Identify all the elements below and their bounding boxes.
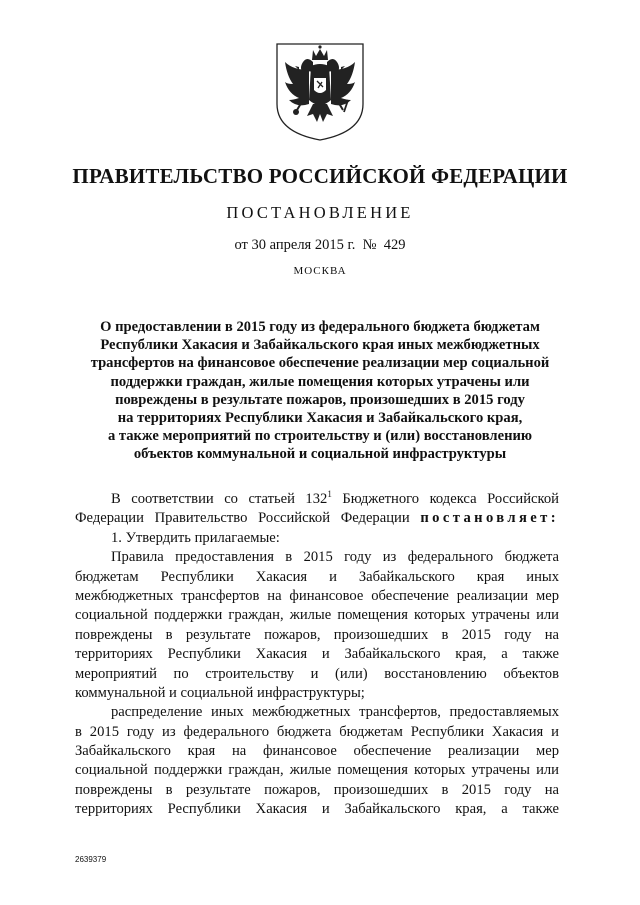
para2-line: коммунальной и социальной инфраструктуры; xyxy=(75,684,365,701)
para3-line: распределение иных межбюджетных трансфертов, предоставляемых xyxy=(111,704,559,721)
paragraph-1-line-1: В соответствии со статьей $132^1$ Бюджетного кодекса Российской xyxy=(111,489,559,507)
superscript: 1 xyxy=(327,489,332,499)
para2-line: территориях Республики Хакасия и Забайкальского края, а также xyxy=(75,646,559,663)
heading-line: О предоставлении в 2015 году из федерального бюджета бюджетам xyxy=(100,319,540,335)
heading-line: а также мероприятий по строительству и (или) восстановлению xyxy=(107,428,533,445)
para3-line: повреждены в результате пожаров, произошедших в 2015 году на xyxy=(75,781,559,798)
para2-line: социальной поддержки граждан, жилые помещения которых утрачены или xyxy=(75,607,559,624)
document-type: ПОСТАНОВЛЕНИЕ xyxy=(226,203,414,222)
heading-line: Республики Хакасия и Забайкальского края иных межбюджетных xyxy=(100,337,540,354)
paragraph-1-line-2: Федерации Правительство Российской Федерации постановляет: xyxy=(75,510,559,527)
heading-line: на территориях Республики Хакасия и Забайкальского края, xyxy=(117,410,523,427)
para2-line: бюджетам Республики Хакасия и Забайкальского края иных xyxy=(75,568,559,585)
para2-line: Правила предоставления в 2015 году из федерального бюджета xyxy=(111,549,559,566)
keyword-postanovlyaet: постановляет: xyxy=(420,510,559,527)
document-heading xyxy=(70,318,570,464)
para3-line: социальной поддержки граждан, жилые помещения которых утрачены или xyxy=(75,762,559,779)
document-body xyxy=(75,490,559,820)
heading-line: поддержки граждан, жилые помещения которых утрачены или xyxy=(110,373,530,390)
para2-line: мероприятий по строительству и (или) восстановлению объектов xyxy=(75,665,559,682)
para3-line: в 2015 году из федерального бюджета бюджетам Республики Хакасия и xyxy=(75,723,559,740)
item-1: 1. Утвердить прилагаемые: xyxy=(111,529,280,546)
date-and-number: от 30 апреля 2015 г. № 429 xyxy=(234,237,406,253)
para3-line: Забайкальского края на финансовое обеспечение реализации мер xyxy=(75,743,559,760)
city: МОСКВА xyxy=(293,265,347,277)
heading-line: объектов коммунальной и социальной инфраструктуры xyxy=(133,446,507,463)
heading-line: повреждены в результате пожаров, произошедших в 2015 году xyxy=(115,391,525,408)
document-code: 2639379 xyxy=(75,855,107,864)
para3-line: территориях Республики Хакасия и Забайкальского края, а также xyxy=(75,801,559,818)
coat-of-arms-emblem xyxy=(273,40,367,142)
heading-line: трансфертов на финансовое обеспечение реализации мер социальной xyxy=(90,355,550,372)
para2-line: межбюджетных трансфертов на финансовое обеспечение реализации мер xyxy=(75,587,559,604)
government-title: ПРАВИТЕЛЬСТВО РОССИЙСКОЙ ФЕДЕРАЦИИ xyxy=(72,164,568,188)
para2-line: повреждены в результате пожаров, произошедших в 2015 году на xyxy=(75,626,559,643)
